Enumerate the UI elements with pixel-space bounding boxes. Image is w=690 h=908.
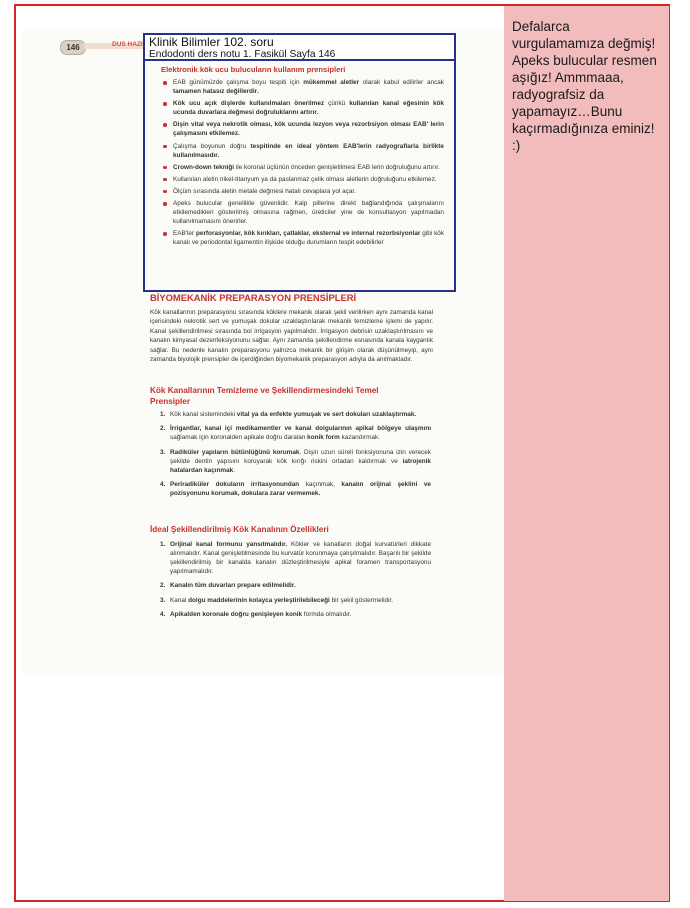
subsection-heading: İdeal Şekillendirilmiş Kök Kanalının Özellikleri bbox=[150, 525, 329, 534]
item-number: 1. bbox=[160, 411, 166, 418]
numbered-item bbox=[150, 410, 433, 419]
section-paragraph: Kök kanallarının preparasyonu sırasında köklere mekanik olarak şekil verilirken aynı zamanda kanal içerisindeki nekrotik sert ve yumuşak dokular uzaklaştırılarak mekanik temizleme işlemi de yapılır. Kanal şekillendirilmesi sırasında bol irrigasyon yapılmalıdır. İrrigasyon debrisin uzaklaştırılmasını ve kanalın kimyasal dezenfeksiyonunu sağlar. Aynı zamanda şekillendirme esnasında kanala kayganlık sağlar. Bu nedenle kanalın preparasyonu yalnızca mekanik bir girişim olarak düşünülmeyip, aynı zamanda biyolojik prensipler de içerdiğinden biyomekanik preparasyon adıyla da anılmaktadır. bbox=[150, 309, 433, 364]
bold-text: dolgu maddelerinin kolayca yerleştirilebileceği bbox=[188, 596, 330, 604]
bold-text: tamamen hatasız değillerdir. bbox=[173, 88, 259, 96]
eab-bullet-list bbox=[161, 78, 444, 248]
page-number-badge: 146 bbox=[60, 40, 86, 55]
bold-text: konik form bbox=[307, 434, 340, 442]
bold-text: Radiküler yapıların bütünlüğünü korumak bbox=[170, 448, 300, 456]
running-head: DUS HAZI bbox=[112, 41, 143, 48]
numbered-item bbox=[150, 480, 433, 498]
text-run: Kök kanal sistemindeki bbox=[170, 411, 237, 418]
section-heading: BİYOMEKANİK PREPARASYON PRENSİPLERİ bbox=[150, 292, 357, 303]
numbered-item bbox=[150, 424, 433, 442]
bullet-item bbox=[161, 229, 444, 247]
bold-text: kanalın orijinal şeklini ve pozisyonunu korumak, dokulara zarar vermemek. bbox=[170, 481, 431, 498]
cleaning-shaping-section bbox=[150, 386, 433, 504]
text-run: formda olmalıdır. bbox=[302, 610, 352, 618]
text-run: kaçınmak, bbox=[299, 481, 342, 489]
source-line-1: Klinik Bilimler 102. soru bbox=[149, 35, 274, 49]
numbered-item bbox=[150, 610, 433, 619]
item-number: 4. bbox=[160, 481, 166, 489]
numbered-item bbox=[150, 596, 433, 605]
text-run: Ölçüm sırasında aletin metale değmesi hatalı cevaplara yol açar. bbox=[173, 187, 356, 195]
bullet-item bbox=[161, 175, 444, 184]
text-run: Apeks bulucular genellikle güvenlidir. Kalp pillerine direkt bağlandığında çalışmalarını etkilemedikleri gösterilmiş olmasına rağmen, üreticiler yine de konsultasyon yapılmadan kullanılmamasını önerirler. bbox=[173, 200, 444, 226]
eab-principles-box bbox=[143, 61, 456, 292]
numbered-item bbox=[150, 448, 433, 476]
item-number: 1. bbox=[160, 540, 166, 548]
bold-text: vital ya da enfekte yumuşak ve sert dokuları uzaklaştırmak. bbox=[236, 411, 417, 418]
item-number: 2. bbox=[160, 582, 166, 590]
bullet-item bbox=[161, 163, 444, 172]
ideal-canal-section bbox=[150, 525, 433, 624]
side-note-text: Defalarca vurgulamamıza değmiş! Apeks bulucular resmen aşığız! Ammmaaa, radyografsiz da yapamayız…Bunu kaçırmadığınıza eminiz! :) bbox=[512, 19, 657, 153]
text-run: sağlamak için koronalden apikale doğru daralan bbox=[170, 434, 308, 442]
bullet-item bbox=[161, 99, 444, 117]
text-run: gibi kök kanalı ve periodontal ligamentin ilişkide olduğu durumların tespit edebilirler bbox=[173, 230, 445, 247]
numbered-item bbox=[150, 540, 433, 577]
bold-text: Periradiküler dokuların irritasyonundan bbox=[170, 481, 300, 489]
source-line-2: Endodonti ders notu 1. Fasikül Sayfa 146 bbox=[149, 49, 336, 60]
bullet-item bbox=[161, 187, 444, 196]
bullet-item bbox=[161, 78, 444, 96]
bullet-item bbox=[161, 199, 444, 226]
bold-text: perforasyonlar, kök kırıkları, çatlaklar, eksternal ve internal rezorbsiyonlar bbox=[195, 230, 421, 238]
bullet-item bbox=[161, 142, 444, 160]
ideal-features-numbered-list bbox=[150, 540, 433, 619]
bold-text: mükemmel aletler bbox=[303, 79, 360, 86]
bold-text: Kök ucu açık dişlerde kullanılmaları önerilmez bbox=[173, 100, 325, 108]
text-run: olarak kabul edilirler ancak bbox=[359, 79, 445, 86]
bold-text: Crown-down tekniği bbox=[173, 163, 235, 171]
item-number: 3. bbox=[160, 596, 166, 604]
text-run: EAB günümüzde çalışma boyu tespiti için bbox=[173, 79, 304, 86]
numbered-item bbox=[150, 581, 433, 590]
bold-text: tespitinde en ideal yöntem EAB'lerin radyograflarla birlikte kullanılmasıdır. bbox=[173, 142, 444, 159]
bold-text: İrrigantlar, kanal içi medikamentler ve kanal dolgularının apikal bölgeye ulaşmını bbox=[170, 425, 431, 433]
text-run: ile koronal üçlünün önceden genişletilmesi EAB lerin doğruluğunu artırır. bbox=[234, 163, 440, 171]
text-run: kazandırmak. bbox=[339, 434, 380, 442]
bold-text: Orijinal kanal formunu yansıtmalıdır. bbox=[170, 540, 288, 548]
bold-text: Apikalden koronale doğru genişleyen konik bbox=[170, 610, 303, 618]
biomechanical-section bbox=[150, 292, 433, 364]
bold-text: Kanalın tüm duvarları prepare edilmelidir. bbox=[170, 582, 296, 590]
text-run: Kanal bbox=[170, 596, 189, 604]
source-reference-box bbox=[143, 33, 456, 61]
principles-numbered-list bbox=[150, 410, 433, 499]
bold-text: kullanılan kanal eğesinin kök ucunda duvarlara değmesi doğruluklarını artırır. bbox=[173, 100, 444, 117]
text-run: . bbox=[233, 467, 236, 475]
text-run: EAB'ler bbox=[173, 230, 196, 238]
bold-text: iatrojenik hatalardan kaçınmak bbox=[170, 457, 431, 475]
text-run: bir şekil göstermelidir. bbox=[329, 596, 394, 604]
text-run: Kökler ve kanalların doğal kurvatürleri dikkate alınmalıdır. Kanal genişletilmesinde bu kurvatür korunmaya çalışılmalıdır. Başarılı bir şekilde şekillendirilmiş bir kanalda kanalın düzleştirilmesiyle apikal foramen transportasyonu yapılmamalıdır. bbox=[170, 540, 431, 576]
item-number: 2. bbox=[160, 425, 166, 433]
text-run: . Dişin uzun süreli fonksiyonuna izin verecek şekilde dentin yapısını koruyarak kök kırığı riskini ortadan kaldırmak ve bbox=[170, 448, 431, 465]
subsection-heading: Kök Kanallarının Temizleme ve Şekillendirmesindeki Temel Prensipler bbox=[150, 386, 379, 406]
text-run: Kullanılan aletin nikel-titanyum ya da paslanmaz çelik olması aletlerin doğruluğunu etkilemez. bbox=[173, 175, 437, 183]
item-number: 4. bbox=[160, 610, 166, 618]
bold-text: Dişin vital veya nekrotik olması, kök ucunda lezyon veya rezorbsiyon olması EAB' lerin çalışmasını etkilemez. bbox=[173, 121, 444, 138]
text-run: çünkü bbox=[324, 100, 350, 108]
text-run: Çalışma boyunun doğru bbox=[173, 142, 251, 150]
eab-box-title: Elektronik kök ucu bulucuların kullanım prensipleri bbox=[161, 65, 346, 74]
bullet-item bbox=[161, 120, 444, 138]
item-number: 3. bbox=[160, 448, 166, 456]
